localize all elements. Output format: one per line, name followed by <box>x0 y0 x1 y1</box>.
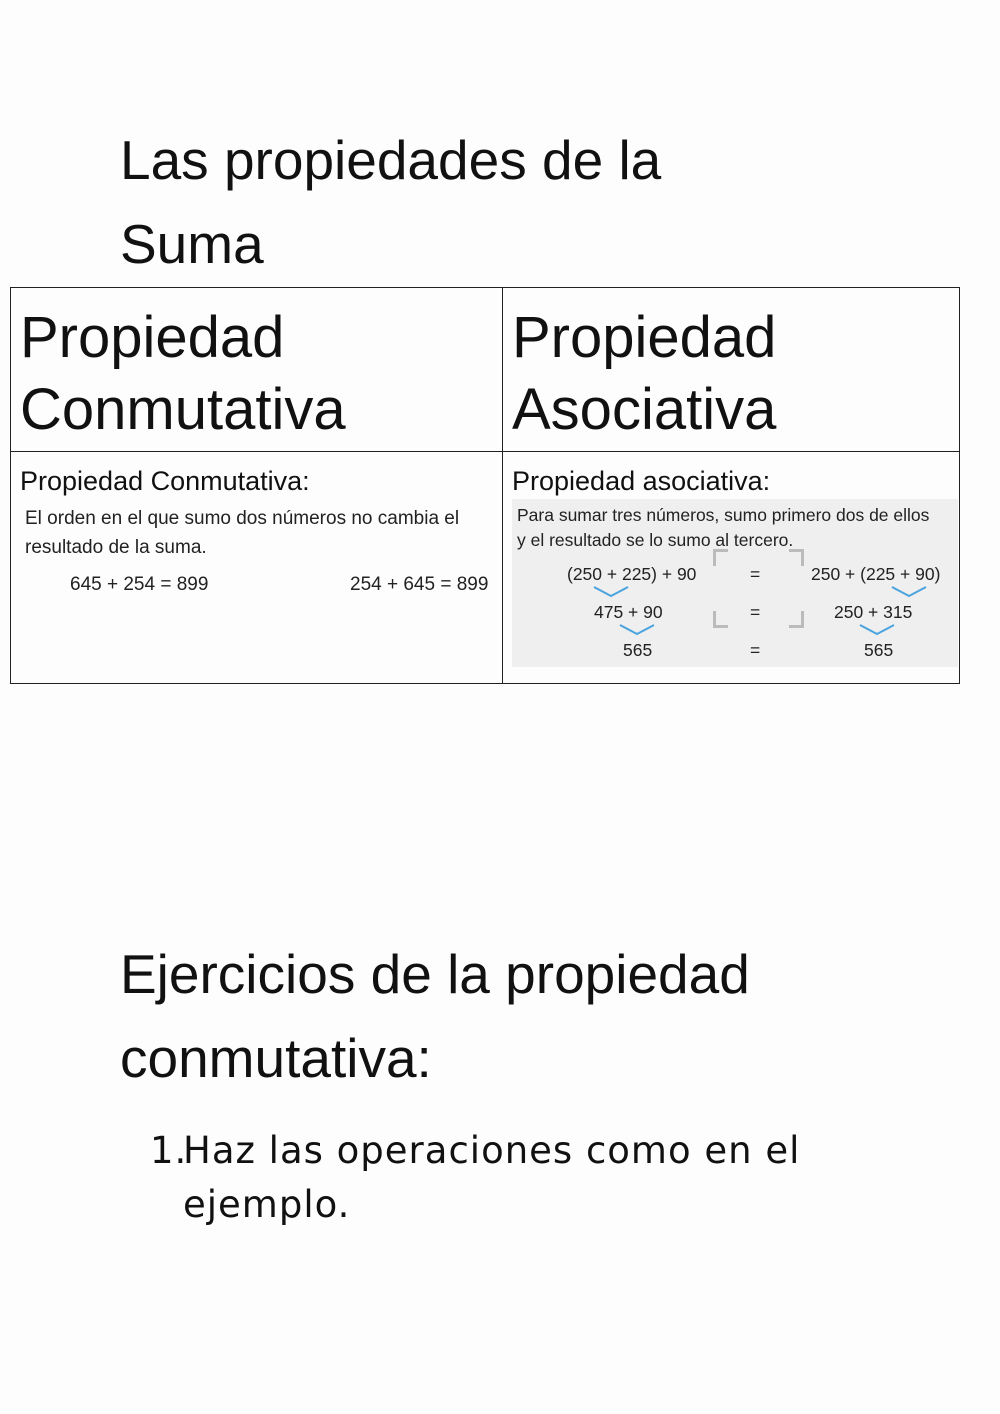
asociativa-row3-left: 565 <box>623 640 653 660</box>
asociativa-row1-right: 250 + (225 + 90) <box>811 564 941 584</box>
asociativa-row1-left: (250 + 225) + 90 <box>567 564 697 584</box>
page-title-line2: Suma <box>120 213 264 275</box>
exercises-title <box>120 932 880 1100</box>
arrow-row2-right <box>860 625 894 634</box>
asociativa-subtitle: Propiedad asociativa: <box>512 466 771 496</box>
conmutativa-desc-line2: resultado de la suma. <box>25 537 207 558</box>
asociativa-desc-line1: Para sumar tres números, sumo primero dos de ellos <box>517 505 930 525</box>
page-title-line1: Las propiedades de la <box>120 129 662 191</box>
asociativa-row3-right: 565 <box>864 640 894 660</box>
exercises-title-line1: Ejercicios de la propiedad <box>120 943 750 1005</box>
exercise-item-line2: ejemplo. <box>183 1183 351 1226</box>
header-cell-asociativa <box>503 288 960 452</box>
page-title <box>120 118 820 286</box>
conmutativa-cell <box>11 452 503 684</box>
exercise-item-line1: Haz las operaciones como en el <box>183 1129 801 1172</box>
asociativa-row2-left: 475 + 90 <box>594 602 663 622</box>
asociativa-cell <box>503 452 960 684</box>
asociativa-desc-line2: y el resultado se lo sumo al tercero. <box>517 530 794 550</box>
exercise-instruction <box>150 1124 910 1232</box>
header-asociativa-line2: Asociativa <box>512 377 777 442</box>
asociativa-row2-right: 250 + 315 <box>834 602 913 622</box>
exercises-title-line2: conmutativa: <box>120 1027 432 1089</box>
arrow-row1-left <box>594 587 628 596</box>
asociativa-row3-equals: = <box>750 640 761 660</box>
header-asociativa-line1: Propiedad <box>512 305 777 370</box>
arrow-row2-left <box>620 625 654 634</box>
asociativa-row2-equals: = <box>750 602 761 622</box>
conmutativa-subtitle: Propiedad Conmutativa: <box>20 466 310 496</box>
header-cell-conmutativa <box>11 288 503 452</box>
conmutativa-equation-right: 254 + 645 = 899 <box>350 574 489 595</box>
asociativa-row1-equals: = <box>750 564 761 584</box>
header-conmutativa-line2: Conmutativa <box>20 377 346 442</box>
asociativa-example-box <box>512 499 958 667</box>
properties-table <box>10 287 960 684</box>
exercise-item-number: 1. <box>150 1129 188 1172</box>
conmutativa-desc-line1: El orden en el que sumo dos números no cambia el <box>25 508 460 529</box>
asociativa-connector-arrows <box>512 499 958 667</box>
header-conmutativa-line1: Propiedad <box>20 305 285 370</box>
arrow-row1-right <box>892 587 926 596</box>
conmutativa-equation-left: 645 + 254 = 899 <box>70 574 209 595</box>
